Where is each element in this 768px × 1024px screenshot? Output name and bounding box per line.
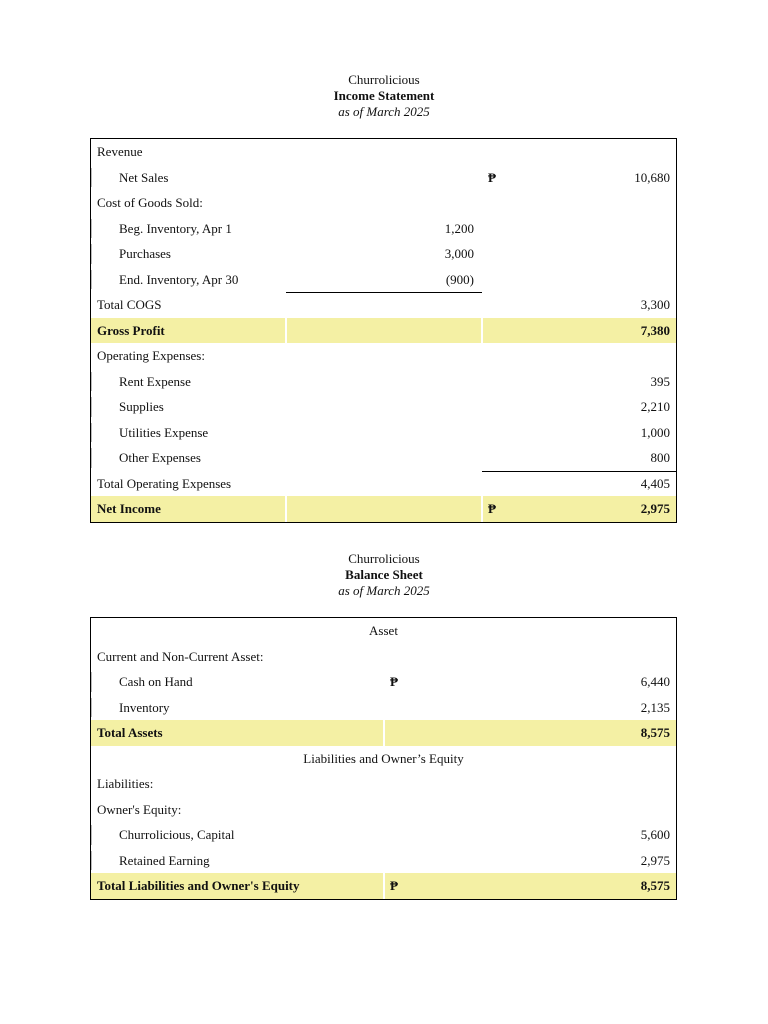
cogs-label: Cost of Goods Sold: [97, 195, 203, 210]
row-le-header [91, 746, 676, 772]
purchases-value: 3,000 [444, 246, 474, 261]
rent-value: 395 [650, 373, 670, 389]
company-name: Churrolicious [348, 551, 420, 566]
row-liabilities [91, 771, 676, 797]
peso-sign: ₱ [488, 169, 496, 185]
income-statement-table [90, 138, 677, 523]
total-opex-label: Total Operating Expenses [97, 475, 232, 491]
net-sales-value: 10,680 [634, 169, 670, 185]
row-asset-header [91, 618, 676, 644]
total-opex-value: 4,405 [640, 475, 670, 491]
inventory-value: 2,135 [640, 699, 670, 715]
gross-profit-label: Gross Profit [97, 322, 165, 338]
statement-date: as of March 2025 [338, 583, 430, 598]
total-assets-label: Total Assets [97, 725, 163, 740]
capital-label: Churrolicious, Capital [119, 827, 235, 842]
row-net-income [91, 496, 676, 522]
statement-date: as of March 2025 [338, 104, 430, 119]
income-statement-header [0, 72, 768, 120]
row-cnc-asset [91, 644, 676, 670]
beg-inventory-value: 1,200 [444, 220, 474, 236]
row-beg-inventory [91, 216, 676, 242]
row-cash [91, 669, 676, 695]
statement-title: Income Statement [333, 88, 435, 103]
total-le-label: Total Liabilities and Owner's Equity [97, 878, 300, 893]
other-value: 800 [650, 450, 670, 465]
cash-value: 6,440 [640, 674, 670, 689]
utilities-value: 1,000 [640, 424, 670, 440]
row-purchases [91, 241, 676, 267]
peso-sign: ₱ [488, 501, 496, 516]
company-name: Churrolicious [348, 72, 420, 87]
row-net-sales [91, 165, 676, 191]
balance-sheet-table [90, 617, 677, 900]
net-income-value: 2,975 [640, 501, 670, 516]
beg-inventory-label: Beg. Inventory, Apr 1 [119, 220, 232, 236]
row-capital [91, 822, 676, 848]
supplies-value: 2,210 [640, 399, 670, 414]
row-total-assets [91, 720, 676, 746]
row-utilities [91, 420, 676, 446]
row-cogs [91, 190, 676, 216]
inventory-label: Inventory [119, 699, 170, 715]
total-le-value: 8,575 [640, 878, 670, 893]
rent-label: Rent Expense [119, 373, 191, 389]
liabilities-equity-header: Liabilities and Owner’s Equity [303, 750, 464, 766]
total-cogs-label: Total COGS [97, 297, 162, 312]
utilities-label: Utilities Expense [119, 424, 209, 440]
peso-sign: ₱ [390, 674, 398, 689]
purchases-label: Purchases [119, 246, 171, 261]
total-cogs-value: 3,300 [640, 297, 670, 312]
asset-header: Asset [369, 623, 398, 638]
total-assets-value: 8,575 [640, 725, 670, 740]
row-total-le [91, 873, 676, 899]
supplies-label: Supplies [119, 399, 164, 414]
statement-title: Balance Sheet [345, 567, 423, 582]
liabilities-label: Liabilities: [97, 776, 154, 791]
row-revenue [91, 139, 676, 165]
row-total-cogs [91, 292, 676, 318]
capital-value: 5,600 [640, 827, 670, 842]
retained-label: Retained Earning [119, 852, 210, 868]
cash-label: Cash on Hand [119, 674, 193, 689]
row-retained [91, 848, 676, 874]
row-other [91, 445, 676, 471]
retained-value: 2,975 [640, 852, 670, 868]
end-inventory-value: (900) [445, 271, 474, 287]
row-rent [91, 369, 676, 395]
cnc-asset-label: Current and Non-Current Asset: [97, 648, 264, 664]
row-total-opex [91, 471, 676, 497]
other-label: Other Expenses [119, 450, 201, 465]
net-sales-label: Net Sales [119, 169, 169, 185]
balance-sheet-header [0, 551, 768, 599]
opex-label: Operating Expenses: [97, 348, 205, 363]
row-opex [91, 343, 676, 369]
peso-sign: ₱ [390, 878, 398, 893]
row-supplies [91, 394, 676, 420]
revenue-label: Revenue [97, 144, 143, 159]
row-owners-equity [91, 797, 676, 823]
owners-equity-label: Owner's Equity: [97, 801, 182, 817]
end-inventory-label: End. Inventory, Apr 30 [119, 271, 239, 287]
row-gross-profit [91, 318, 676, 344]
net-income-label: Net Income [97, 501, 161, 516]
row-end-inventory [91, 267, 676, 293]
row-inventory [91, 695, 676, 721]
gross-profit-value: 7,380 [640, 322, 670, 338]
